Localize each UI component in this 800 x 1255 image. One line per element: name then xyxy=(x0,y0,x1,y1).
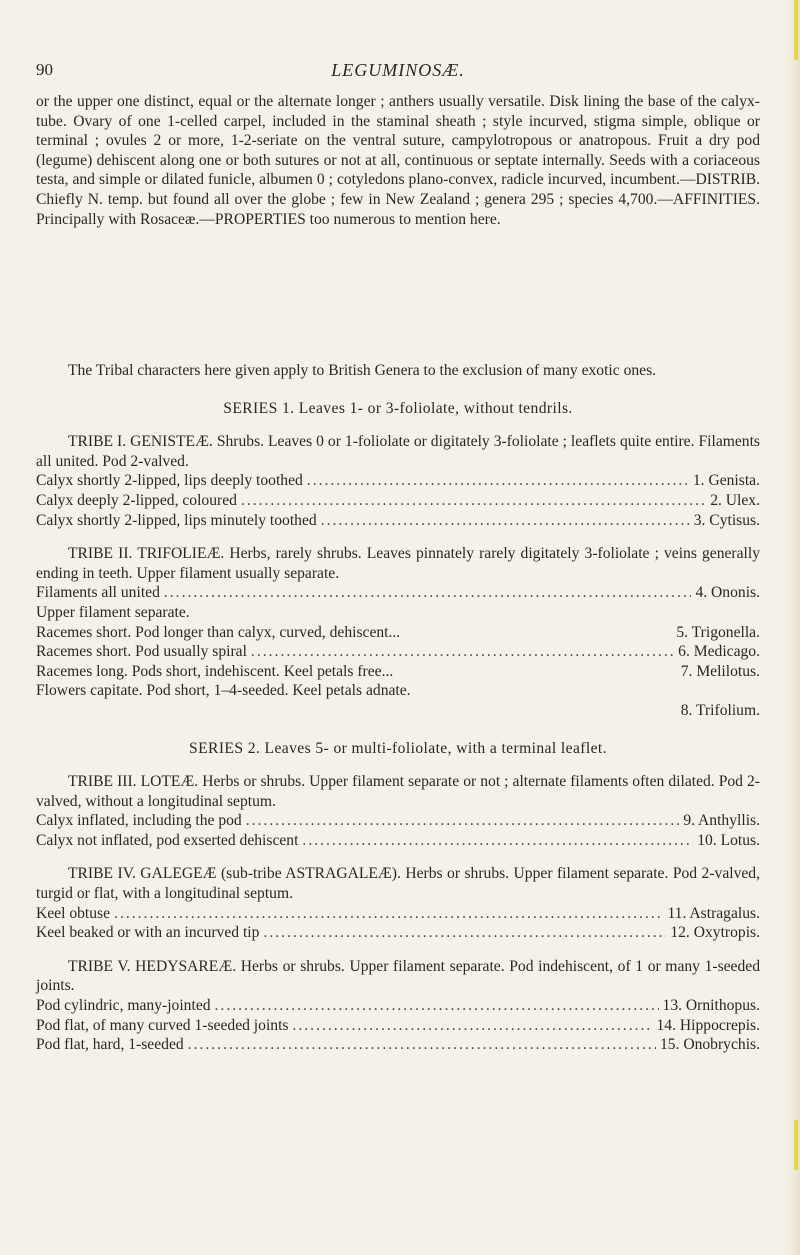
key-genus: 4. Ononis. xyxy=(695,584,760,602)
key-desc: Racemes long. Pods short, indehiscent. Keel petals free... xyxy=(36,662,394,680)
leader-dots xyxy=(302,831,693,851)
leader-dots xyxy=(114,904,663,924)
key-list xyxy=(36,904,760,943)
key-item xyxy=(36,1016,760,1036)
tribe-2 xyxy=(36,544,760,720)
tribe-4 xyxy=(36,864,760,942)
key-item xyxy=(36,923,760,943)
tribe-5 xyxy=(36,957,760,1055)
key-desc: Calyx not inflated, pod exserted dehiscent xyxy=(36,831,299,849)
key-list xyxy=(36,811,760,850)
key-item xyxy=(36,904,760,924)
key-desc: Racemes short. Pod longer than calyx, curved, dehiscent... xyxy=(36,623,401,641)
key-desc: Pod flat, of many curved 1-seeded joints xyxy=(36,1016,289,1034)
leader-dots xyxy=(246,811,680,831)
tribe-heading: TRIBE I. GENISTEÆ. Shrubs. Leaves 0 or 1-foliolate or digitately 3-foliolate ; leaflets quite entire. Filaments all united. Pod 2-valved. xyxy=(36,433,760,470)
intro-paragraph: or the upper one distinct, equal or the alternate longer ; anthers usually versatile. Disk lining the base of the calyx-tube. Ovary of one 1-celled carpel, included in the staminal sheath ; style incurved, stigma simple, oblique or terminal ; ovules 2 or more, 1-2-seriate on the ventral suture, campylotropous or anatropous. Fruit a dry pod (legume) dehiscent along one or both sutures or not at all, continuous or septate internally. Seeds with a coriaceous testa, and simple or dilated funicle, albumen 0 ; cotyledons plano-convex, radicle incurved, incumbent.—DISTRIB. Chiefly N. temp. but found all over the globe ; few in New Zealand ; genera 295 ; species 4,700.—AFFINITIES. Principally with Rosaceæ.—PROPERTIES too numerous to mention here. xyxy=(36,93,760,228)
leader-dots xyxy=(251,642,674,662)
key-genus: 3. Cytisus. xyxy=(693,511,760,529)
leader-dots xyxy=(164,583,692,603)
key-genus: 2. Ulex. xyxy=(710,491,760,509)
key-item xyxy=(36,811,760,831)
leader-dots xyxy=(188,1035,656,1055)
key-genus: 7. Melilotus. xyxy=(680,662,760,680)
leader-dots xyxy=(321,511,690,531)
key-desc: Calyx deeply 2-lipped, coloured xyxy=(36,491,237,509)
leader-dots xyxy=(215,996,659,1016)
key-genus: 5. Trigonella. xyxy=(676,623,760,641)
key-item xyxy=(36,642,760,662)
key-item xyxy=(36,491,760,511)
tribe-heading: TRIBE III. LOTEÆ. Herbs or shrubs. Upper filament separate or not ; alternate filaments often dilated. Pod 2-valved, without a longitudinal septum. xyxy=(36,773,760,810)
page-number: 90 xyxy=(36,60,53,79)
tribe-heading: TRIBE IV. GALEGEÆ (sub-tribe ASTRAGALEÆ). Herbs or shrubs. Upper filament separate. Pod 2-valved, turgid or flat, with a longitudinal septum. xyxy=(36,865,760,903)
key-list xyxy=(36,583,760,720)
key-list xyxy=(36,471,760,530)
key-desc: Calyx shortly 2-lipped, lips deeply toothed xyxy=(36,472,303,490)
key-desc: Calyx inflated, including the pod xyxy=(36,812,242,830)
key-list xyxy=(36,996,760,1055)
leader-dots xyxy=(263,923,666,943)
key-genus: 14. Hippocrepis. xyxy=(656,1016,760,1034)
key-item xyxy=(36,511,760,531)
key-genus: 15. Onobrychis. xyxy=(659,1036,760,1054)
leader-dots xyxy=(292,1016,652,1036)
tribe-1 xyxy=(36,432,760,530)
key-genus: 13. Ornithopus. xyxy=(662,997,760,1015)
key-desc: Calyx shortly 2-lipped, lips minutely toothed xyxy=(36,511,317,529)
page-header xyxy=(36,60,760,84)
key-genus: 8. Trifolium. xyxy=(680,701,760,719)
key-genus: 1. Genista. xyxy=(692,472,760,490)
series-2-heading: SERIES 2. Leaves 5- or multi-foliolate, with a terminal leaflet. xyxy=(189,739,607,757)
gutter-mark xyxy=(794,0,798,60)
page-gutter-shadow xyxy=(786,0,800,1255)
series-1-heading: SERIES 1. Leaves 1- or 3-foliolate, without tendrils. xyxy=(223,399,573,417)
page-body xyxy=(36,92,760,1055)
key-desc: Pod flat, hard, 1-seeded xyxy=(36,1036,184,1054)
key-item xyxy=(36,1035,760,1055)
key-item xyxy=(36,623,760,643)
key-desc: Flowers capitate. Pod short, 1–4-seeded. Keel petals adnate. xyxy=(36,682,411,700)
leader-dots xyxy=(307,471,689,491)
key-item xyxy=(36,831,760,851)
key-desc: Keel obtuse xyxy=(36,904,111,922)
gutter-mark xyxy=(794,1120,798,1170)
key-desc: Keel beaked or with an incurved tip xyxy=(36,924,260,942)
key-desc: Upper filament separate. xyxy=(36,603,190,621)
key-genus: 10. Lotus. xyxy=(697,831,760,849)
key-desc: Filaments all united xyxy=(36,584,160,602)
tribal-note: The Tribal characters here given apply to British Genera to the exclusion of many exotic ones. xyxy=(68,362,657,379)
leader-dots xyxy=(241,491,706,511)
key-genus: 12. Oxytropis. xyxy=(670,924,760,942)
key-item xyxy=(36,603,760,623)
key-desc: Pod cylindric, many-jointed xyxy=(36,997,211,1015)
key-item xyxy=(36,996,760,1016)
key-item xyxy=(36,662,760,682)
key-item xyxy=(36,701,760,721)
tribe-heading: TRIBE II. TRIFOLIEÆ. Herbs, rarely shrubs. Leaves pinnately rarely digitately 3-foliolate ; veins generally ending in teeth. Upper filament usually separate. xyxy=(36,545,760,582)
key-genus: 11. Astragalus. xyxy=(667,904,760,922)
key-genus: 9. Anthyllis. xyxy=(683,812,760,830)
running-head: LEGUMINOSÆ. xyxy=(331,60,465,80)
tribe-3 xyxy=(36,772,760,850)
key-desc: Racemes short. Pod usually spiral xyxy=(36,643,247,661)
key-item xyxy=(36,583,760,603)
key-item xyxy=(36,471,760,491)
key-genus: 6. Medicago. xyxy=(678,643,760,661)
tribe-heading: TRIBE V. HEDYSAREÆ. Herbs or shrubs. Upper filament separate. Pod indehiscent, of 1 or many 1-seeded joints. xyxy=(36,957,760,995)
key-item xyxy=(36,681,760,701)
